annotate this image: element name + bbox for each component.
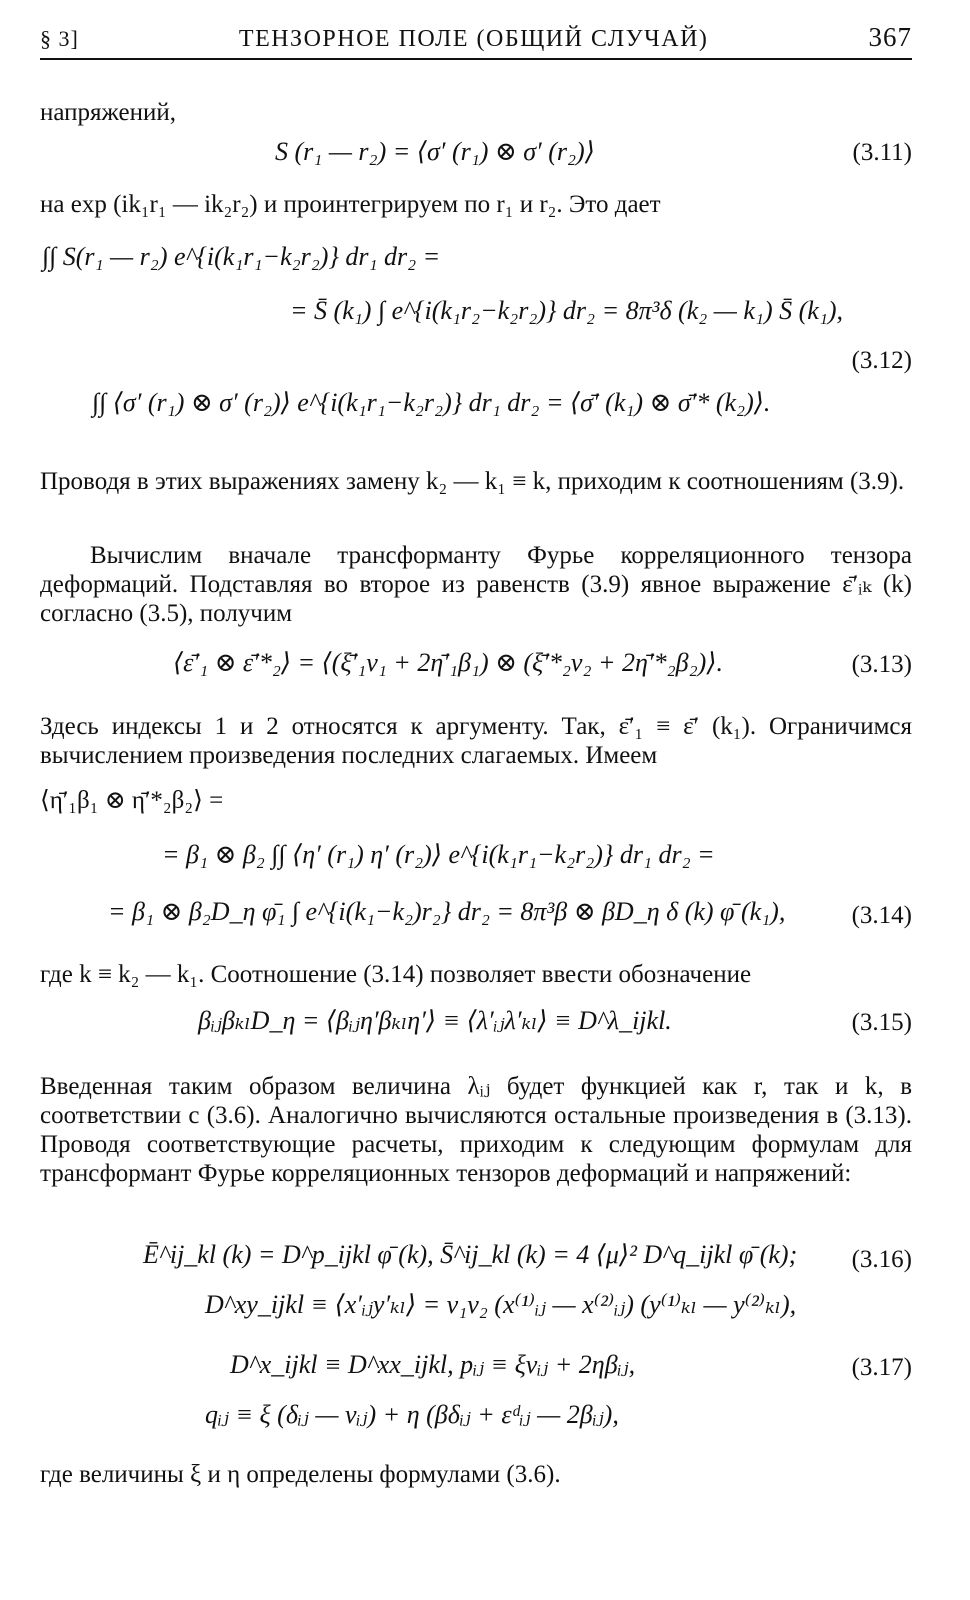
running-header	[40, 22, 912, 52]
text-line: напряжений,	[40, 99, 176, 126]
paragraph: Здесь индексы 1 и 2 относятся к аргументу. Так, ε̄′₁ ≡ ε̄′ (k₁). Ограничимся вычислением произведения последних слагаемых. Имеем	[40, 713, 912, 769]
equation-3-17-line1: D^xy_ijkl ≡ ⟨x′ᵢⱼy′ₖₗ⟩ = v₁v₂ (x⁽¹⁾ᵢⱼ — x⁽²⁾ᵢⱼ) (y⁽¹⁾ₖₗ — y⁽²⁾ₖₗ),	[205, 1290, 797, 1319]
section-marker: § 3]	[40, 26, 79, 51]
equation-3-14-line1: = β₁ ⊗ β₂ ∫∫ ⟨η′ (r₁) η′ (r₂)⟩ e^{i(k₁r₁−k₂r₂)} dr₁ dr₂ =	[162, 840, 715, 869]
text-line: где величины ξ и η определены формулами (3.6).	[40, 1461, 561, 1488]
equation-3-17-line2: D^x_ijkl ≡ D^xx_ijkl, pᵢⱼ ≡ ξνᵢⱼ + 2ηβᵢⱼ,	[230, 1350, 636, 1379]
text-line: ⟨η̄′₁β₁ ⊗ η̄′*₂β₂⟩ =	[40, 787, 224, 814]
equation-3-12-line2: = S̄ (k₁) ∫ e^{i(k₁r₂−k₂r₂)} dr₂ = 8π³δ (k₂ — k₁) S̄ (k₁),	[290, 296, 844, 325]
equation-3-16: Ē^ij_kl (k) = D^p_ijkl φ̄ (k), S̄^ij_kl (k) = 4 ⟨μ⟩² D^q_ijkl φ̄ (k);	[143, 1240, 798, 1269]
running-title: ТЕНЗОРНОЕ ПОЛЕ (ОБЩИЙ СЛУЧАЙ)	[238, 26, 709, 52]
paragraph: Проводя в этих выражениях замену k₂ — k₁ ≡ k, приходим к соотношениям (3.9).	[40, 468, 905, 495]
equation-3-12-line3: ∫∫ ⟨σ′ (r₁) ⊗ σ′ (r₂)⟩ e^{i(k₁r₁−k₂r₂)} dr₁ dr₂ = ⟨σ̄′ (k₁) ⊗ σ̄′* (k₂)⟩.	[92, 388, 771, 417]
equation-number: (3.17)	[851, 1354, 912, 1381]
text-line: на exp (ik₁r₁ — ik₂r₂) и проинтегрируем по r₁ и r₂. Это дает	[40, 191, 661, 218]
page-number: 367	[868, 22, 912, 52]
equation-3-17-line3: qᵢⱼ ≡ ξ (δᵢⱼ — νᵢⱼ) + η (βδᵢⱼ + εᵈᵢⱼ — 2βᵢⱼ),	[205, 1400, 619, 1429]
paragraph: Введенная таким образом величина λᵢⱼ будет функцией как r, так и k, в соответствии с (3.6). Аналогично вычисляются остальные произведения в (3.13). Проводя соответствующие расчеты, приходим к следующим формулам для трансформант Фурье корреляционных тензоров деформаций и напряжений:	[40, 1073, 912, 1187]
equation-3-15: βᵢⱼβₖₗD_η = ⟨βᵢⱼη′βₖₗη′⟩ ≡ ⟨λ′ᵢⱼλ′ₖₗ⟩ ≡ D^λ_ijkl.	[198, 1006, 672, 1035]
equation-number: (3.16)	[851, 1246, 912, 1273]
header-rule	[40, 58, 912, 60]
equation-3-13: ⟨ε̄′₁ ⊗ ε̄′*₂⟩ = ⟨(ξ̄′₁ν₁ + 2η̄′₁β₁) ⊗ (ξ̄′*₂ν₂ + 2η̄′*₂β₂)⟩.	[173, 648, 723, 677]
equation-number: (3.13)	[851, 651, 912, 678]
equation-number: (3.12)	[851, 347, 912, 374]
equation-number: (3.11)	[852, 139, 912, 166]
paragraph: Вычислим вначале трансформанту Фурье корреляционного тензора деформаций. Подставляя во второе из равенств (3.9) явное выражение ε̄′ᵢₖ (k) согласно (3.5), получим	[40, 542, 912, 627]
text-line: где k ≡ k₂ — k₁. Соотношение (3.14) позволяет ввести обозначение	[40, 961, 752, 988]
equation-number: (3.15)	[851, 1009, 912, 1036]
equation-3-14-line2: = β₁ ⊗ β₂D_η φ̄₁ ∫ e^{i(k₁−k₂)r₂} dr₂ = 8π³β ⊗ βD_η δ (k) φ̄ (k₁),	[108, 897, 786, 926]
equation-number: (3.14)	[851, 902, 912, 929]
equation-3-11: S (r₁ — r₂) = ⟨σ′ (r₁) ⊗ σ′ (r₂)⟩	[275, 137, 595, 166]
equation-3-12-line1: ∫∫ S(r₁ — r₂) e^{i(k₁r₁−k₂r₂)} dr₁ dr₂ =	[42, 242, 441, 271]
